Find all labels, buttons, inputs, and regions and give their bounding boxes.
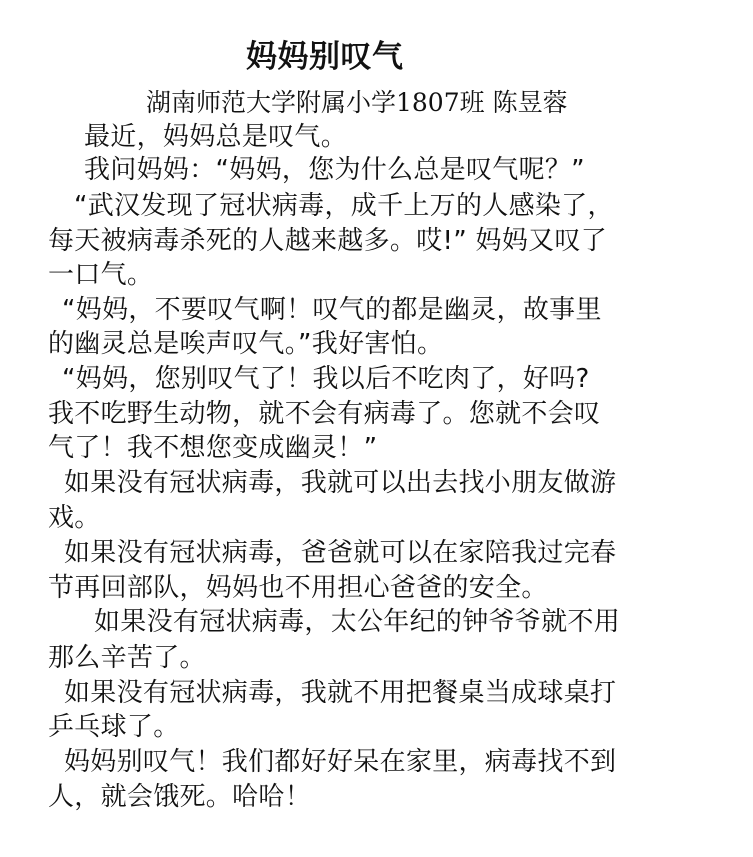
paragraph-line: 气了！我不想您变成幽灵！” [48,433,378,463]
paragraph-line: 我问妈妈：“妈妈，您为什么总是叹气呢？” [84,155,585,185]
paragraph-line: “妈妈，您别叹气了！我以后不吃肉了，好吗? [62,364,590,394]
paragraph-line: 戏。 [48,503,101,533]
paragraph-line: 最近，妈妈总是叹气。 [84,122,348,152]
paragraph-line: 乒乓球了。 [48,712,180,742]
paragraph-line: 人，就会饿死。哈哈！ [48,782,312,812]
paragraph-line: “妈妈，不要叹气啊！叹气的都是幽灵，故事里 [62,295,602,325]
paragraph-line: 如果没有冠状病毒，我就可以出去找小朋友做游 [64,468,617,498]
paragraph-line: 一口气。 [48,260,154,290]
paragraph-line: 我不吃野生动物，就不会有病毒了。您就不会叹 [48,399,601,429]
paragraph-line: 如果没有冠状病毒，我就不用把餐桌当成球桌打 [64,678,617,708]
paragraph-line: 如果没有冠状病毒，太公年纪的钟爷爷就不用 [94,607,621,637]
paragraph-line: 每天被病毒杀死的人越来越多。哎!” 妈妈又叹了 [48,226,608,256]
paragraph-line: 妈妈别叹气！我们都好好呆在家里，病毒找不到 [64,747,617,777]
paragraph-line: 那么辛苦了。 [48,643,206,673]
essay-title: 妈妈别叹气 [246,39,404,75]
paragraph-line: 节再回部队，妈妈也不用担心爸爸的安全。 [48,573,548,603]
paragraph-line: “武汉发现了冠状病毒，成千上万的人感染了， [74,191,614,221]
paragraph-line: 如果没有冠状病毒，爸爸就可以在家陪我过完春 [64,538,617,568]
author-byline: 湖南师范大学附属小学1807班 陈昱蓉 [146,88,568,117]
paragraph-line: 的幽灵总是唉声叹气。”我好害怕。 [48,329,444,359]
